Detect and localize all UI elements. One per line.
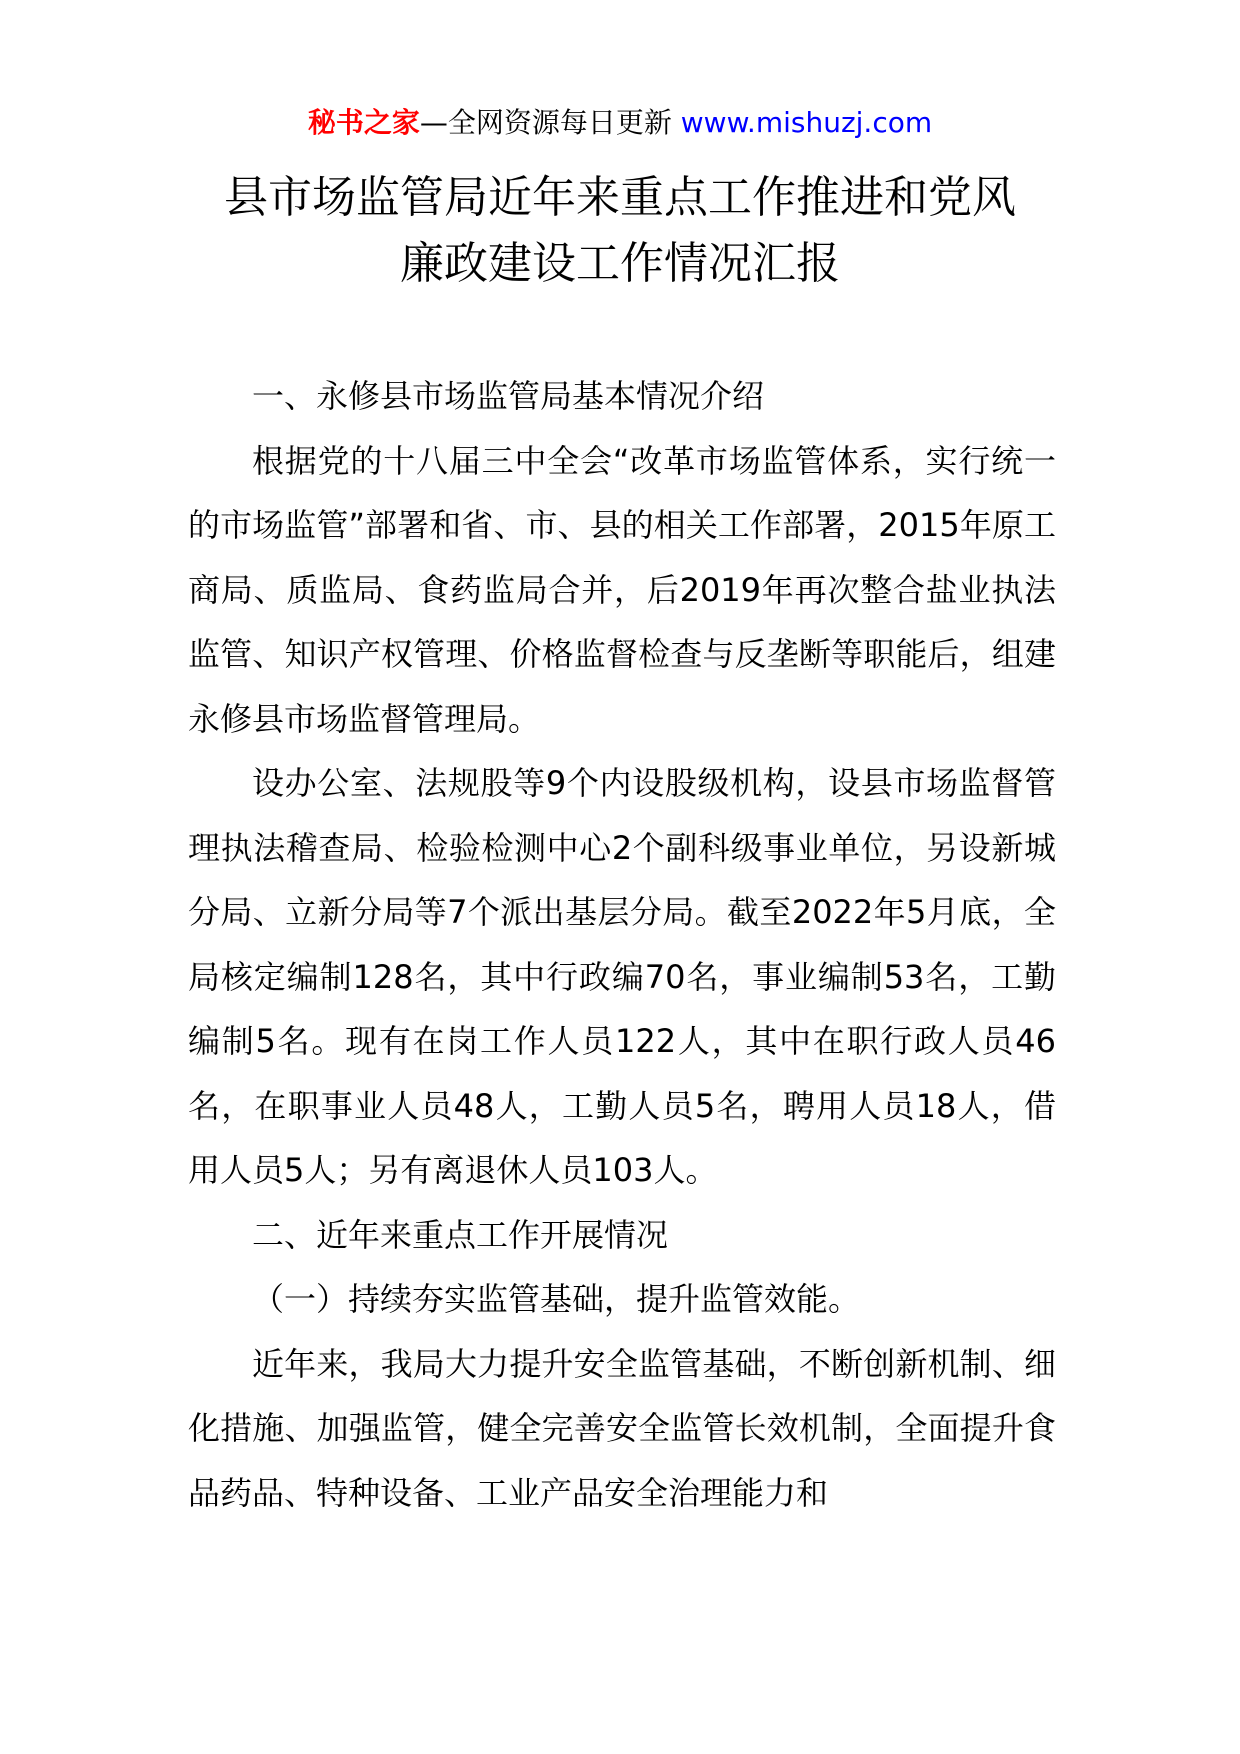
paragraph: 设办公室、法规股等9个内设股级机构，设县市场监督管理执法稽查局、检验检测中心2个副科级事业单位，另设新城分局、立新分局等7个派出基层分局。截至2022年5月底，全局核定编制128名，其中行政编70名，事业编制53名，工勤编制5名。现有在岗工作人员122人，其中在职行政人员46名，在职事业人员48人，工勤人员5名，聘用人员18人，借用人员5人；另有离退休人员103人。 (188, 764, 1056, 1189)
subsection-heading: （一）持续夯实监管基础，提升监管效能。 (252, 1280, 861, 1318)
site-header (0, 103, 1240, 143)
document-title (0, 165, 1240, 297)
header-slogan: —全网资源每日更新 (419, 106, 681, 139)
brand-name: 秘书之家 (307, 106, 420, 139)
document-body (188, 364, 1056, 1525)
paragraph: 根据党的十八届三中全会“改革市场监管体系，实行统一的市场监管”部署和省、市、县的相关工作部署，2015年原工商局、质监局、食药监局合并，后2019年再次整合盐业执法监管、知识产权管理、价格监督检查与反垄断等职能后，组建永修县市场监督管理局。 (188, 441, 1056, 738)
site-url-link[interactable]: www.mishuzj.com (680, 106, 933, 139)
paragraph: 近年来，我局大力提升安全监管基础，不断创新机制、细化措施、加强监管，健全完善安全监管长效机制，全面提升食品药品、特种设备、工业产品安全治理能力和 (188, 1344, 1056, 1512)
section-2-heading: 二、近年来重点工作开展情况 (252, 1215, 669, 1254)
title-line-2: 廉政建设工作情况汇报 (400, 238, 840, 289)
title-line-1: 县市场监管局近年来重点工作推进和党风 (224, 172, 1016, 223)
section-1-heading: 一、永修县市场监管局基本情况介绍 (252, 377, 765, 415)
